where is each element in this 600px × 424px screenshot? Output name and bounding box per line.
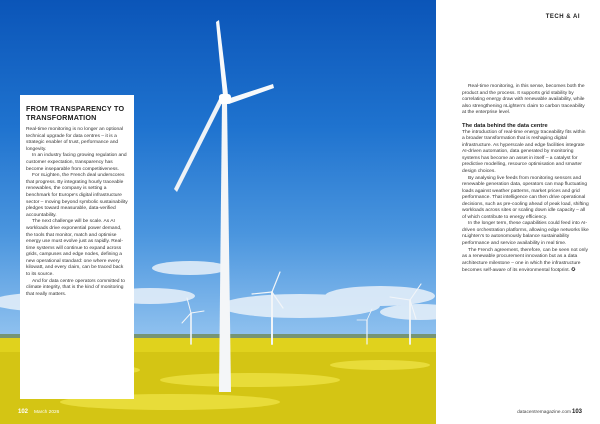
final-paragraph-text: The French agreement, therefore, can be seen not only as a renewable procurement innovation but as a data architecture milestone – one in which the infrastructure becomes self-aware of its environmental footprint.: [462, 247, 588, 274]
intro-paragraph: Real-time monitoring, in this sense, becomes both the product and the process. It supports grid stability by correlating energy draw with renewable availability, while also strengthening nLighten's claim to carbon traceability at the enterprise level.: [462, 84, 585, 116]
right-page: [436, 0, 600, 424]
body-paragraph: The introduction of real-time energy traceability fits within a broader transformation that is reshaping digital infrastructure. As hyperscale and edge facilities integrate AI-driven automation, data generated by monitoring systems has become an asset in itself – a catalyst for predictive modelling, resource optimisation and smarter design choices.: [462, 129, 586, 175]
sidebar-text-box: [20, 95, 134, 399]
body-paragraph: By analysing live feeds from monitoring sensors and renewable generation data, operators can map fluctuating loads against weather patterns, market prices and grid performance. That intelligence can then drive operational decisions, such as pre-cooling ahead of peak load, shifting workloads across sites or scaling down idle capacity – all of which contribute to energy efficiency.: [462, 175, 589, 220]
page-number-left: 102: [18, 409, 29, 415]
body-paragraph: In the longer term, these capabilities could feed into AI-driven orchestration platforms, allowing edge networks like nLighten's to autonomously balance sustainability performance and service availability in real time.: [462, 221, 589, 247]
box-paragraph: Real-time monitoring is no longer an optional technical upgrade for data centres – it is a strategic enabler of trust, performance and longevity.: [26, 127, 124, 152]
site-url[interactable]: datacentremagazine.com: [517, 410, 571, 415]
left-footer: [0, 404, 436, 424]
body-paragraph-final: [462, 248, 589, 275]
box-body: [26, 127, 128, 298]
sub-heading: The data behind the data centre: [462, 122, 548, 129]
box-heading: FROM TRANSPARENCY TO TRANSFORMATION: [26, 104, 125, 122]
article-column: [462, 84, 589, 275]
page-number-right: 103: [571, 409, 582, 415]
end-mark-icon: ✪: [571, 267, 576, 274]
box-paragraph: In an industry facing growing regulation and customer expectation, transparency has become inseparable from competitiveness.: [26, 153, 127, 172]
box-paragraph: The next challenge will be scale. As AI workloads drive exponential power demand, the tools that monitor, match and optimise energy use must evolve just as rapidly. Real-time systems will continue to expand across grids, campuses and edge nodes, defining a new operational standard: one where every kilowatt, and every claim, can be traced back to its source.: [26, 219, 124, 278]
box-paragraph: For nLighten, the French deal underscores that progress. By integrating hourly traceable renewables, the company is setting a benchmark for Europe's digital infrastructure sector – moving beyond symbolic sustainability pledges toward measurable, data-verified accountability.: [26, 173, 128, 218]
box-paragraph: And for data centre operators committed to climate integrity, that is the kind of monitoring that really matters.: [26, 278, 125, 297]
issue-date: March 2026: [34, 410, 60, 415]
section-tag: TECH & AI: [545, 14, 580, 20]
